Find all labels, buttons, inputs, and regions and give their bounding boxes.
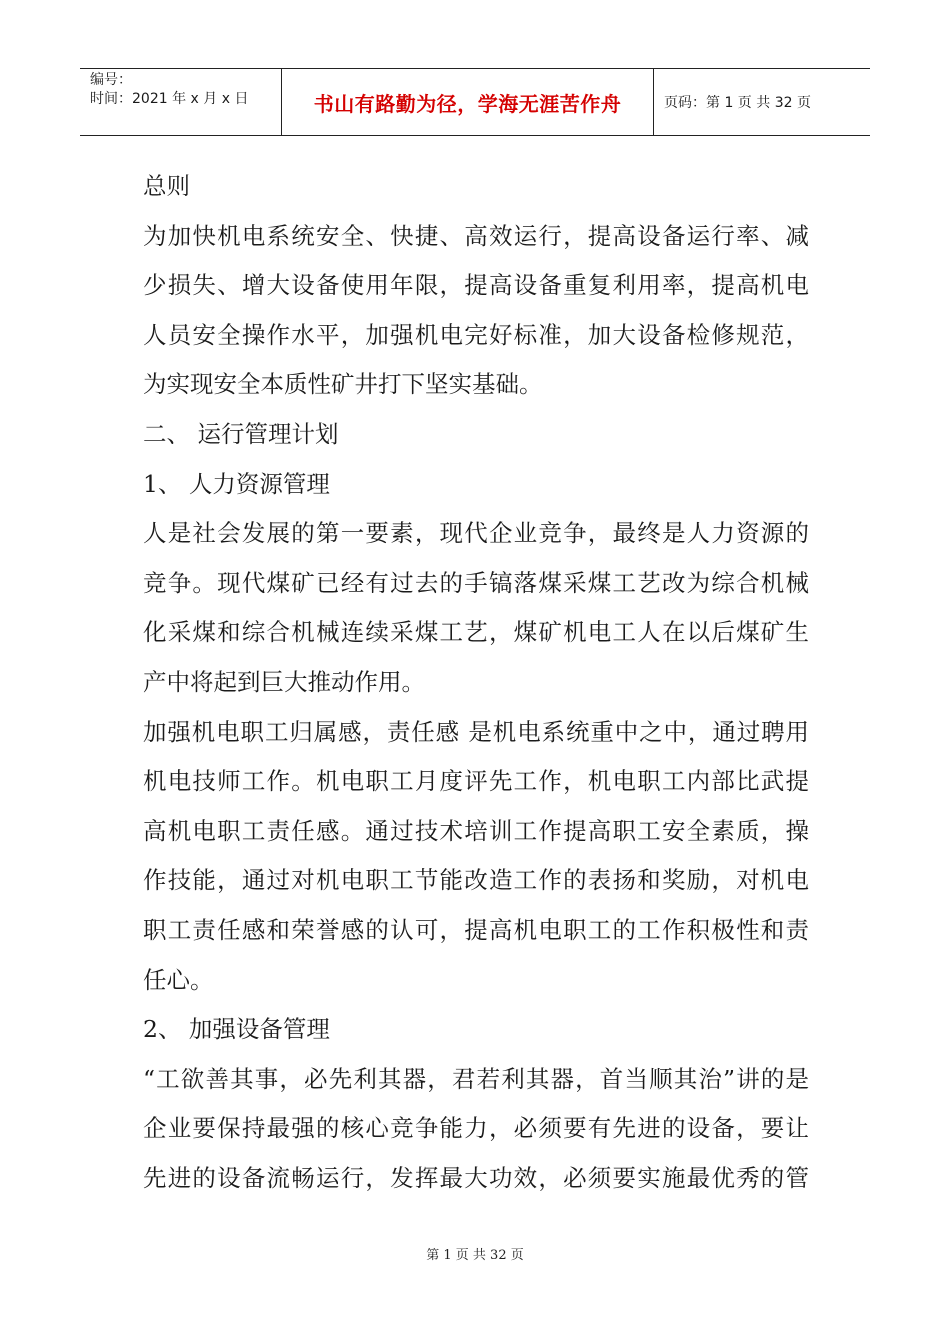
body-line: 为加快机电系统安全、快捷、高效运行，提高设备运行率、减 xyxy=(143,221,809,250)
body-line: 为实现安全本质性矿井打下坚实基础。 xyxy=(143,370,543,399)
body-line: 企业要保持最强的核心竞争能力，必须要有先进的设备，要让 xyxy=(143,1114,809,1143)
body-line: 作技能，通过对机电职工节能改造工作的表扬和奖励，对机电 xyxy=(143,866,809,895)
body-line: 人是社会发展的第一要素，现代企业竞争，最终是人力资源的 xyxy=(143,519,809,548)
body-line: 高机电职工责任感。通过技术培训工作提高职工安全素质，操 xyxy=(143,816,809,845)
body-line: 竞争。现代煤矿已经有过去的手镐落煤采煤工艺改为综合机械 xyxy=(143,568,809,597)
header-motto: 书山有路勤为径，学海无涯苦作舟 xyxy=(282,69,654,135)
body-line: 少损失、增大设备使用年限，提高设备重复利用率，提高机电 xyxy=(143,271,809,300)
doc-number-label: 编号： xyxy=(90,72,132,88)
body-line: 机电技师工作。机电职工月度评先工作，机电职工内部比武提 xyxy=(143,767,809,796)
doc-date-label: 时间：2021 年 x 月 x 日 xyxy=(90,91,249,107)
body-line: “工欲善其事，必先利其器，君若利其器，首当顺其治”讲的是 xyxy=(143,1064,809,1093)
header-page-info: 页码：第 1 页 共 32 页 xyxy=(664,95,811,111)
body-line: 职工责任感和荣誉感的认可，提高机电职工的工作积极性和责 xyxy=(143,915,809,944)
body-line: 二、 运行管理计划 xyxy=(143,419,339,448)
document-body xyxy=(143,162,809,1203)
body-line: 产中将起到巨大推动作用。 xyxy=(143,667,425,696)
body-line: 任心。 xyxy=(143,965,214,994)
body-line: 2、 加强设备管理 xyxy=(143,1015,330,1044)
body-line: 加强机电职工归属感，责任感 是机电系统重中之中，通过聘用 xyxy=(143,717,809,746)
body-line: 总则 xyxy=(143,172,190,200)
body-line: 先进的设备流畅运行，发挥最大功效，必须要实施最优秀的管 xyxy=(143,1163,809,1192)
body-line: 化采煤和综合机械连续采煤工艺，煤矿机电工人在以后煤矿生 xyxy=(143,618,809,647)
document-header xyxy=(80,68,870,136)
header-meta xyxy=(80,69,282,135)
page-footer: 第 1 页 共 32 页 xyxy=(426,1248,524,1263)
body-line: 人员安全操作水平，加强机电完好标准，加大设备检修规范， xyxy=(143,320,809,349)
body-line: 1、 人力资源管理 xyxy=(143,469,330,498)
